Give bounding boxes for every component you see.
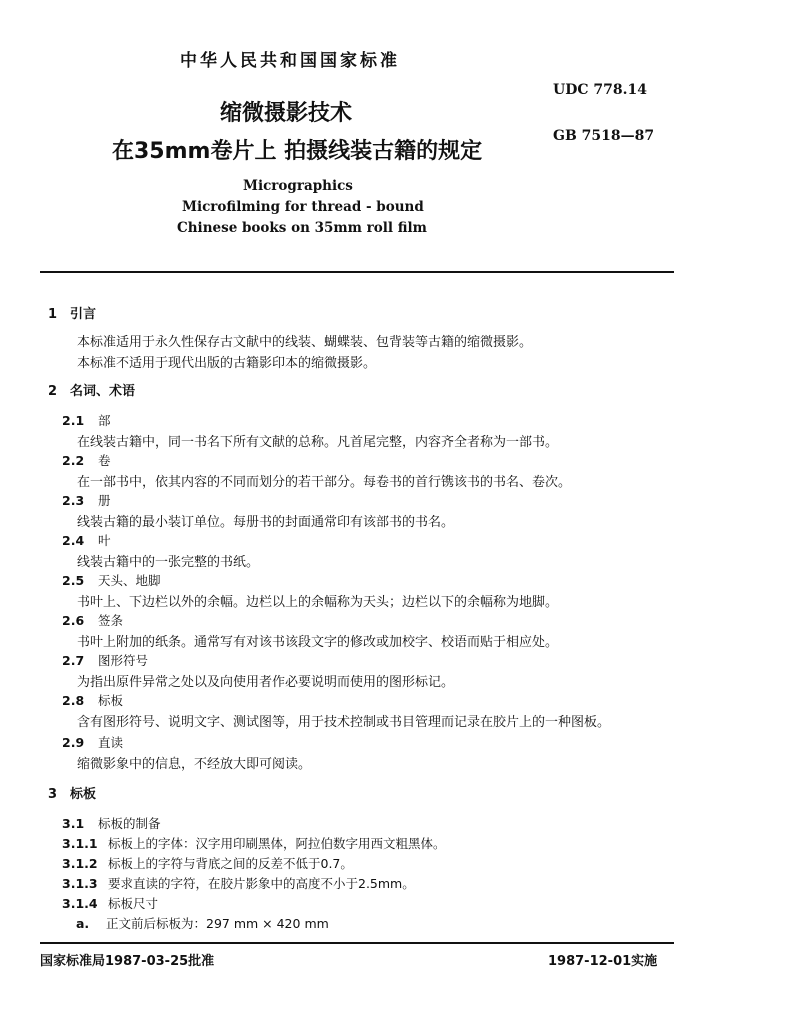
term-definition: 书叶上、下边栏以外的余幅。边栏以上的余幅称为天头；边栏以下的余幅称为地脚。 — [77, 595, 559, 610]
gb-number: GB 7518—87 — [553, 128, 655, 144]
bottom-divider — [40, 942, 674, 944]
section-title: 名词、术语 — [70, 384, 136, 399]
section-title: 标板 — [70, 787, 97, 802]
section-1-heading — [48, 303, 96, 322]
issuing-authority: 中华人民共和国国家标准 — [180, 51, 400, 71]
term-heading: 2.7 图形符号 — [62, 653, 149, 668]
section-title: 引言 — [70, 307, 97, 322]
english-title-line-3: Chinese books on 35mm roll film — [177, 220, 427, 236]
title-line-1: 缩微摄影技术 — [220, 101, 353, 126]
term-heading: 2.8 标板 — [62, 693, 124, 708]
term-definition: 线装古籍中的一张完整的书纸。 — [77, 555, 260, 570]
term-definition: 为指出原件异常之处以及向使用者作必要说明而使用的图形标记。 — [77, 675, 455, 690]
term-heading: 2.3 册 — [62, 493, 111, 508]
udc-number: UDC 778.14 — [553, 82, 647, 98]
term-definition: 线装古籍的最小装订单位。每册书的封面通常印有该部书的书名。 — [77, 515, 455, 530]
term-heading: 2.4 叶 — [62, 533, 111, 548]
term-heading: 2.2 卷 — [62, 453, 111, 468]
section-1-paragraph-2: 本标准不适用于现代出版的古籍影印本的缩微摄影。 — [77, 356, 377, 371]
english-title-line-2: Microfilming for thread - bound — [182, 199, 424, 215]
section-number: 1 — [48, 307, 58, 322]
section-2-heading — [48, 380, 135, 399]
list-item-a: a. 正文前后标板为：297 mm × 420 mm — [76, 916, 329, 931]
term-definition: 书叶上附加的纸条。通常写有对该书该段文字的修改或加校字、校语而贴于相应处。 — [77, 635, 559, 650]
top-divider — [40, 271, 674, 273]
section-1-paragraph-1: 本标准适用于永久性保存古文献中的线装、蝴蝶装、包背装等古籍的缩微摄影。 — [77, 335, 533, 350]
english-title-line-1: Micrographics — [243, 178, 353, 194]
clause-3-1-2: 3.1.2 标板上的字符与背底之间的反差不低于0.7。 — [62, 856, 353, 871]
term-definition: 在线装古籍中，同一书名下所有文献的总称。凡首尾完整，内容齐全者称为一部书。 — [77, 435, 559, 450]
title-line-2: 在35mm卷片上 拍摄线装古籍的规定 — [112, 139, 483, 164]
term-heading: 2.1 部 — [62, 413, 111, 428]
term-heading: 2.9 直读 — [62, 735, 124, 750]
section-3-heading — [48, 783, 96, 802]
term-heading: 2.6 签条 — [62, 613, 124, 628]
approval-line: 国家标准局1987-03-25批准 — [40, 954, 215, 969]
term-heading: 2.5 天头、地脚 — [62, 573, 161, 588]
clause-3-1-1: 3.1.1 标板上的字体：汉字用印刷黑体，阿拉伯数字用西文粗黑体。 — [62, 836, 446, 851]
term-definition: 在一部书中，依其内容的不同而划分的若干部分。每卷书的首行镌该书的书名、卷次。 — [77, 475, 572, 490]
effective-date: 1987-12-01实施 — [548, 954, 658, 969]
section-number: 3 — [48, 787, 58, 802]
term-definition: 缩微影象中的信息，不经放大即可阅读。 — [77, 757, 312, 772]
clause-3-1: 3.1 标板的制备 — [62, 816, 161, 831]
clause-3-1-3: 3.1.3 要求直读的字符，在胶片影象中的高度不小于2.5mm。 — [62, 876, 415, 891]
section-number: 2 — [48, 384, 58, 399]
clause-3-1-4: 3.1.4 标板尺寸 — [62, 896, 159, 911]
term-definition: 含有图形符号、说明文字、测试图等，用于技术控制或书目管理而记录在胶片上的一种图板。 — [77, 715, 611, 730]
